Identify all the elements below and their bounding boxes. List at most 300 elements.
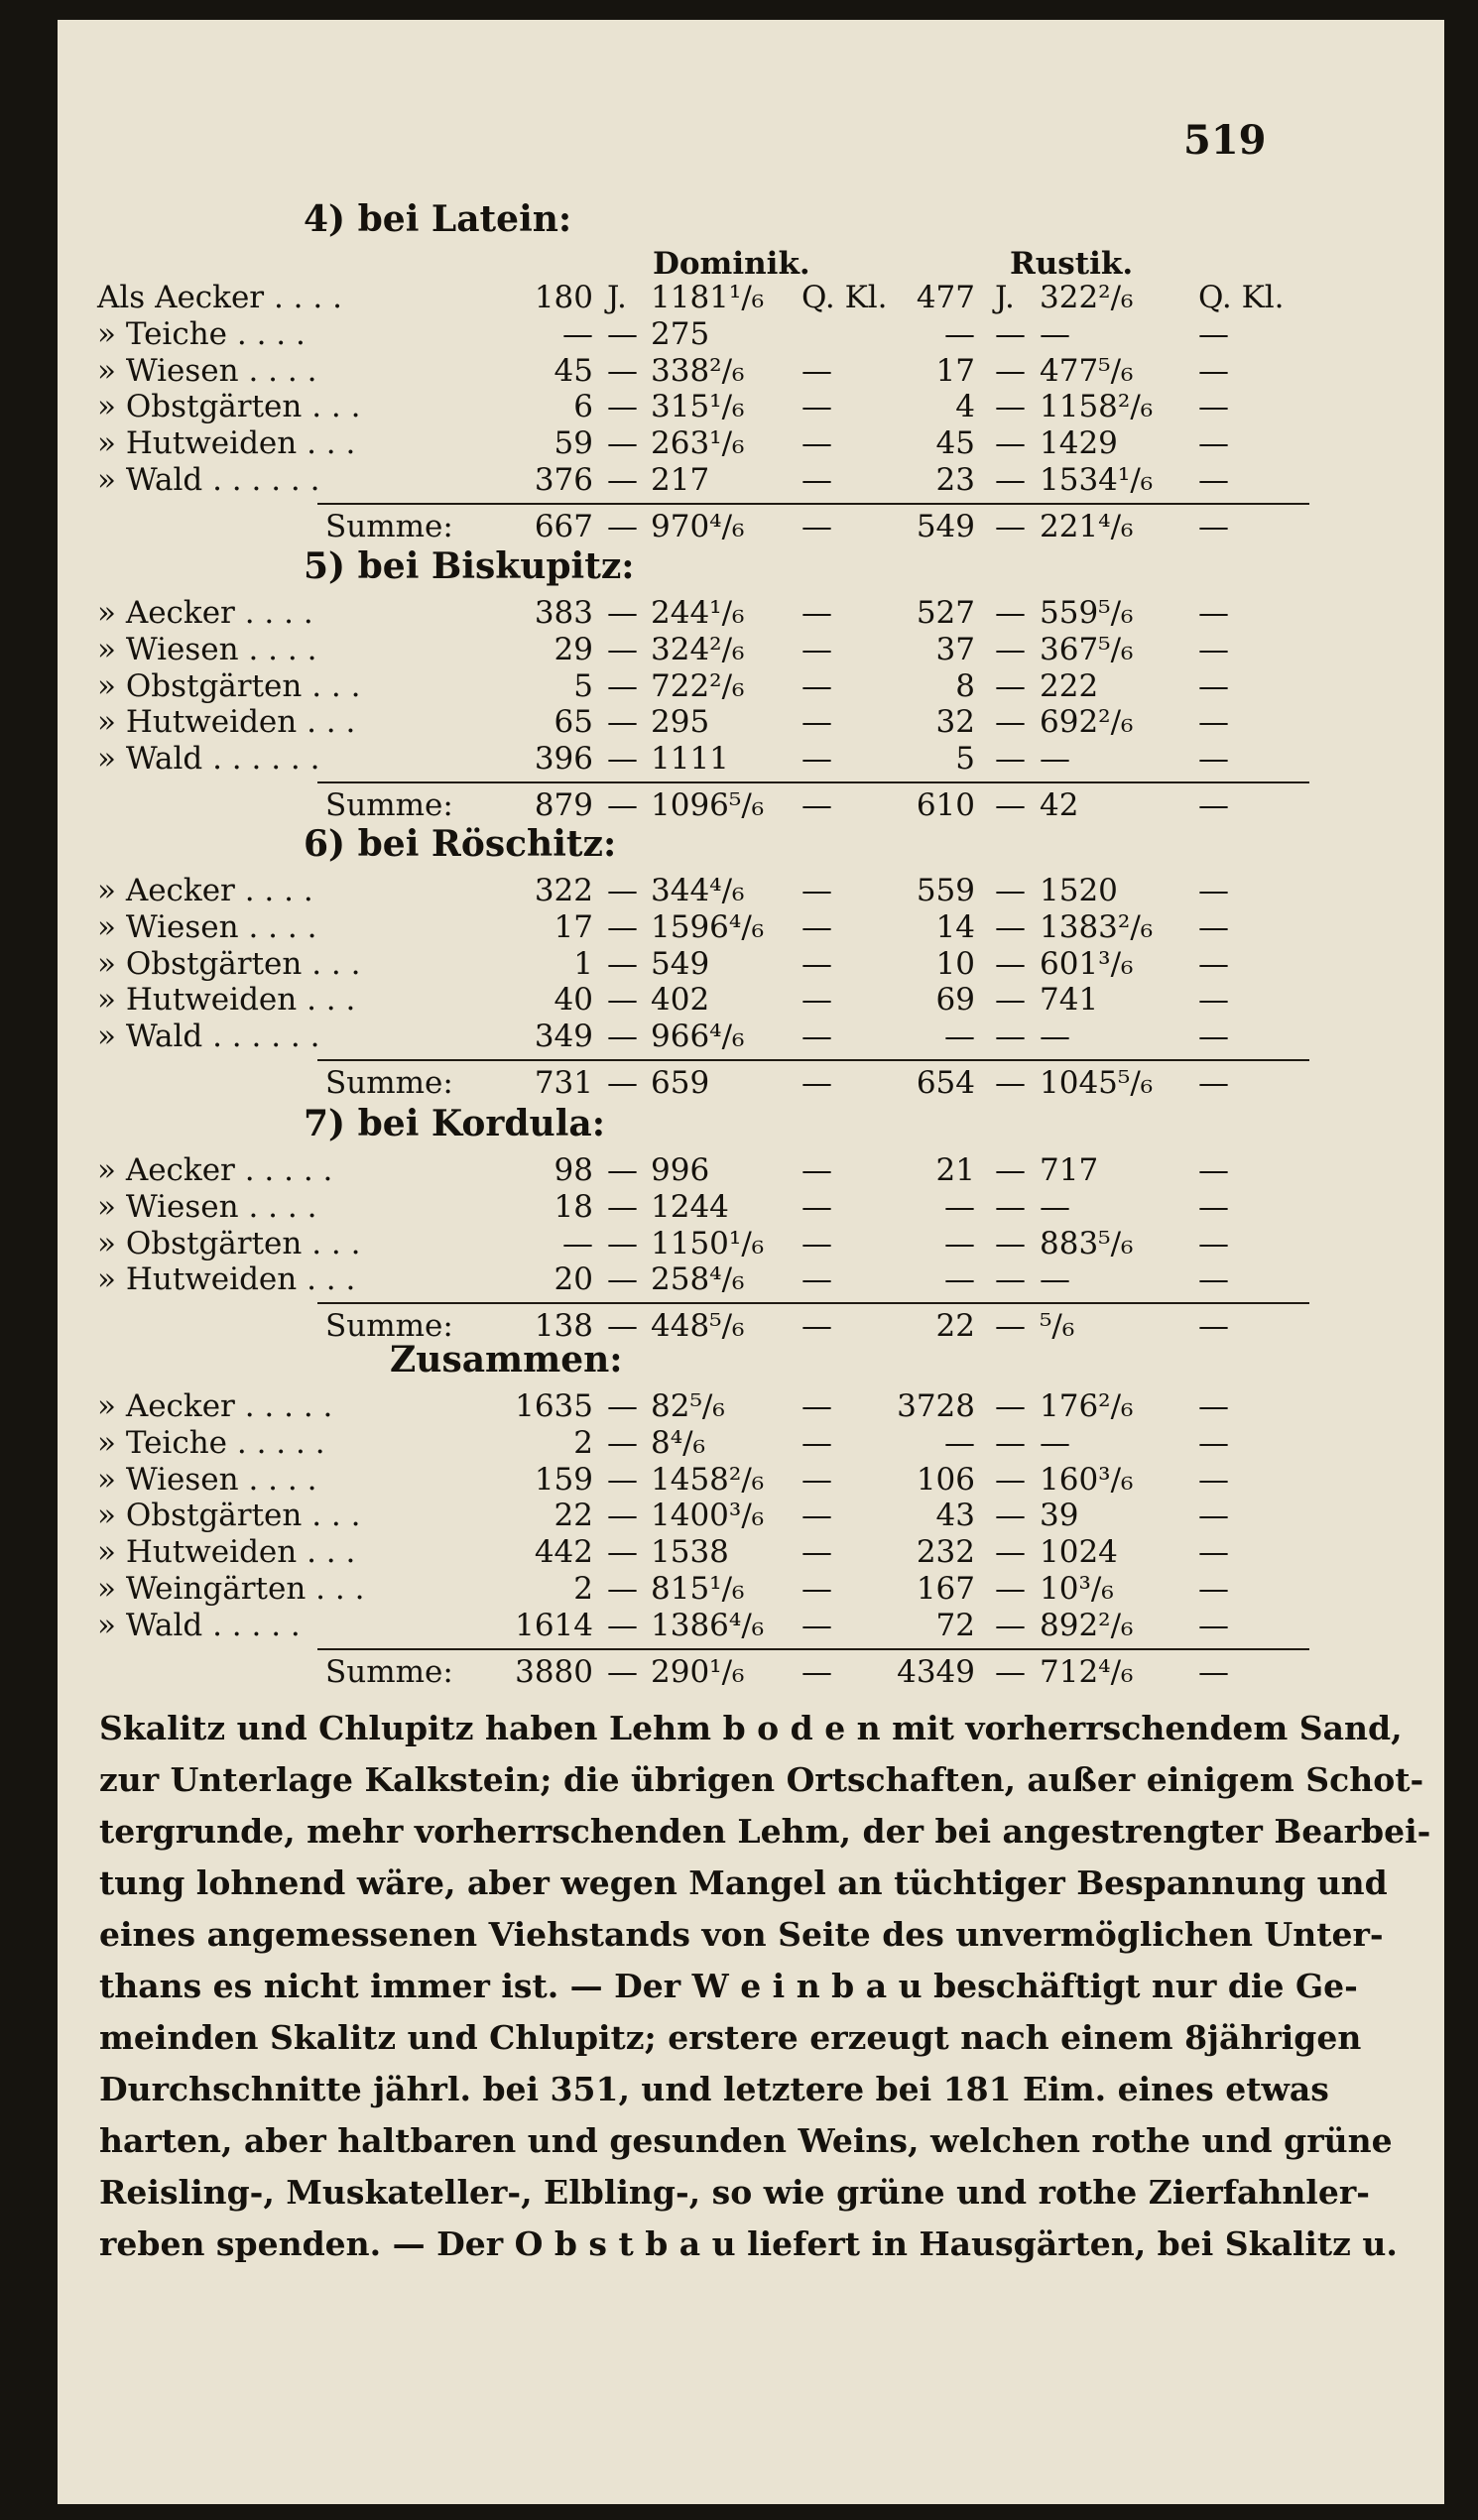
- table-cell: —: [801, 1261, 832, 1298]
- table-cell: 402: [651, 982, 710, 1019]
- table-cell: —: [801, 1019, 832, 1055]
- table-cell: 527: [916, 595, 975, 631]
- table-cell: —: [995, 1152, 1026, 1188]
- row-label: » Hutweiden . . .: [97, 1261, 356, 1298]
- row-label: » Obstgärten . . .: [97, 1498, 361, 1534]
- table-cell: 344⁴/₆: [651, 873, 745, 908]
- sum-cell: 610: [916, 787, 975, 823]
- table-cell: —: [995, 1019, 1026, 1055]
- sum-cell: 22: [935, 1308, 975, 1345]
- sum-label: Summe:: [325, 1065, 453, 1101]
- sum-cell: 549: [916, 508, 975, 544]
- table-cell: —: [1198, 945, 1229, 982]
- table-cell: 159: [534, 1461, 593, 1498]
- table-cell: —: [1198, 1571, 1229, 1607]
- table-cell: —: [944, 1019, 975, 1055]
- table-cell: 3728: [897, 1388, 975, 1424]
- table-cell: —: [1040, 1424, 1070, 1461]
- table-cell: —: [607, 873, 638, 908]
- table-cell: 1458²/₆: [651, 1461, 765, 1498]
- sum-label: Summe:: [325, 787, 453, 823]
- table-cell: —: [607, 1388, 638, 1424]
- table-cell: 17: [554, 908, 593, 945]
- table-cell: —: [607, 352, 638, 389]
- table-cell: 258⁴/₆: [651, 1261, 745, 1298]
- table-cell: —: [801, 1188, 832, 1225]
- table-cell: —: [944, 1424, 975, 1461]
- table-cell: —: [801, 595, 832, 631]
- table-cell: —: [801, 1498, 832, 1534]
- body-paragraph: [99, 1703, 1431, 2270]
- table-cell: 815¹/₆: [651, 1571, 745, 1607]
- sum-cell: —: [607, 1065, 638, 1101]
- table-cell: —: [1198, 352, 1229, 389]
- sum-cell: —: [995, 1308, 1026, 1345]
- row-label: » Wiesen . . . .: [97, 908, 317, 945]
- table-cell: —: [801, 704, 832, 741]
- table-cell: 883⁵/₆: [1040, 1225, 1134, 1261]
- table-cell: 322: [534, 873, 593, 908]
- row-label: » Aecker . . . . .: [97, 1388, 333, 1424]
- table-cell: Q. Kl.: [1198, 280, 1285, 315]
- table-cell: —: [995, 1607, 1026, 1643]
- table-cell: 295: [651, 704, 710, 741]
- paragraph-line: Reisling-, Muskateller-, Elbling-, so wie grüne und rothe Zierfahnler-: [99, 2173, 1370, 2212]
- table-cell: 82⁵/₆: [651, 1388, 725, 1424]
- sum-cell: —: [995, 1065, 1026, 1101]
- row-label: » Teiche . . . . .: [97, 1424, 325, 1461]
- table-cell: —: [1198, 1607, 1229, 1643]
- sum-cell: —: [801, 508, 832, 544]
- sum-cell: 731: [534, 1065, 593, 1101]
- table-cell: —: [607, 1534, 638, 1571]
- table-cell: 442: [534, 1534, 593, 1571]
- table-cell: 324²/₆: [651, 631, 745, 667]
- table-cell: —: [607, 1424, 638, 1461]
- table-cell: 1596⁴/₆: [651, 908, 765, 945]
- sum-label: Summe:: [325, 1653, 453, 1690]
- table-cell: —: [1198, 908, 1229, 945]
- sum-cell: —: [1198, 1653, 1229, 1690]
- table-cell: —: [607, 462, 638, 498]
- paragraph-line: tung lohnend wäre, aber wegen Mangel an tüchtiger Bespannung und: [99, 1863, 1388, 1902]
- table-cell: —: [1198, 315, 1229, 352]
- table-cell: 5: [955, 741, 975, 778]
- sum-cell: —: [801, 1308, 832, 1345]
- table-cell: 176²/₆: [1040, 1388, 1134, 1424]
- table-cell: 996: [651, 1152, 710, 1188]
- row-label: » Wald . . . . . .: [97, 1019, 320, 1055]
- table-cell: —: [995, 315, 1026, 352]
- table-cell: —: [562, 315, 593, 352]
- table-cell: —: [801, 982, 832, 1019]
- sum-cell: —: [1198, 1308, 1229, 1345]
- row-label: » Obstgärten . . .: [97, 945, 361, 982]
- table-cell: —: [801, 425, 832, 462]
- page-number: 519: [1183, 117, 1267, 164]
- section-title: 5) bei Biskupitz:: [304, 545, 635, 587]
- table-cell: —: [995, 1571, 1026, 1607]
- table-cell: —: [607, 1188, 638, 1225]
- table-cell: 559⁵/₆: [1040, 595, 1134, 631]
- table-cell: —: [801, 1152, 832, 1188]
- table-cell: —: [801, 945, 832, 982]
- table-cell: —: [1198, 1261, 1229, 1298]
- paragraph-line: eines angemessenen Viehstands von Seite des unvermöglichen Unter-: [99, 1915, 1384, 1954]
- table-cell: —: [607, 982, 638, 1019]
- table-cell: —: [995, 1388, 1026, 1424]
- table-cell: —: [995, 741, 1026, 778]
- table-cell: 263¹/₆: [651, 425, 745, 462]
- table-cell: —: [607, 631, 638, 667]
- table-cell: 322²/₆: [1040, 280, 1134, 315]
- table-cell: 167: [916, 1571, 975, 1607]
- table-cell: —: [995, 704, 1026, 741]
- sum-cell: —: [1198, 508, 1229, 544]
- table-cell: —: [607, 1019, 638, 1055]
- table-cell: 8⁴/₆: [651, 1424, 706, 1461]
- table-cell: —: [1198, 1152, 1229, 1188]
- table-cell: —: [1040, 1019, 1070, 1055]
- table-cell: 45: [554, 352, 593, 389]
- table-cell: —: [995, 1534, 1026, 1571]
- table-cell: —: [607, 595, 638, 631]
- table-cell: 722²/₆: [651, 667, 745, 704]
- table-cell: 383: [534, 595, 593, 631]
- section-title: 4) bei Latein:: [304, 198, 572, 240]
- table-cell: —: [607, 1225, 638, 1261]
- sum-cell: 448⁵/₆: [651, 1308, 745, 1345]
- table-cell: —: [1198, 704, 1229, 741]
- sum-cell: 221⁴/₆: [1040, 508, 1134, 544]
- table-cell: J.: [607, 280, 627, 315]
- table-cell: —: [995, 1261, 1026, 1298]
- paragraph-line: Durchschnitte jährl. bei 351, und letztere bei 181 Eim. eines etwas: [99, 2070, 1329, 2108]
- table-cell: 315¹/₆: [651, 389, 745, 425]
- row-label: » Wald . . . . .: [97, 1607, 301, 1643]
- table-cell: 21: [935, 1152, 975, 1188]
- table-cell: —: [1198, 1188, 1229, 1225]
- sum-cell: —: [995, 787, 1026, 823]
- table-cell: —: [995, 595, 1026, 631]
- sum-label: Summe:: [325, 1308, 453, 1345]
- table-cell: —: [607, 667, 638, 704]
- table-cell: 6: [573, 389, 593, 425]
- table-cell: 692²/₆: [1040, 704, 1134, 741]
- section-title: 7) bei Kordula:: [304, 1103, 606, 1144]
- table-cell: 477⁵/₆: [1040, 352, 1134, 389]
- sum-cell: —: [607, 1308, 638, 1345]
- table-cell: —: [607, 389, 638, 425]
- table-cell: 1534¹/₆: [1040, 462, 1154, 498]
- table-cell: —: [1040, 315, 1070, 352]
- row-label: » Hutweiden . . .: [97, 982, 356, 1019]
- sum-label: Summe:: [325, 508, 453, 544]
- sum-cell: —: [607, 1653, 638, 1690]
- table-cell: 45: [935, 425, 975, 462]
- sum-rule: [317, 1302, 1309, 1304]
- sum-cell: —: [801, 1065, 832, 1101]
- table-cell: 1386⁴/₆: [651, 1607, 765, 1643]
- table-cell: 217: [651, 462, 710, 498]
- table-cell: —: [995, 1225, 1026, 1261]
- table-cell: —: [607, 741, 638, 778]
- table-cell: 2: [573, 1424, 593, 1461]
- sum-cell: 42: [1040, 787, 1079, 823]
- row-label: » Teiche . . . .: [97, 315, 306, 352]
- sum-cell: —: [995, 1653, 1026, 1690]
- table-cell: —: [1198, 595, 1229, 631]
- table-cell: 717: [1040, 1152, 1099, 1188]
- paragraph-line: tergrunde, mehr vorherrschenden Lehm, der bei angestrengter Bearbei-: [99, 1812, 1431, 1851]
- row-label: » Aecker . . . . .: [97, 1152, 333, 1188]
- table-cell: Q. Kl.: [801, 280, 888, 315]
- table-cell: —: [995, 425, 1026, 462]
- sum-cell: —: [1198, 787, 1229, 823]
- table-cell: —: [801, 908, 832, 945]
- table-cell: —: [995, 982, 1026, 1019]
- table-cell: 1520: [1040, 873, 1118, 908]
- table-cell: 1635: [515, 1388, 593, 1424]
- table-cell: 1024: [1040, 1534, 1118, 1571]
- table-cell: —: [607, 1461, 638, 1498]
- table-cell: —: [1198, 1225, 1229, 1261]
- table-cell: —: [607, 945, 638, 982]
- sum-cell: 290¹/₆: [651, 1653, 745, 1690]
- sum-cell: 138: [534, 1308, 593, 1345]
- table-cell: —: [562, 1225, 593, 1261]
- paragraph-line: Skalitz und Chlupitz haben Lehm b o d e n mit vorherrschendem Sand,: [99, 1709, 1403, 1747]
- table-cell: 1111: [651, 741, 729, 778]
- table-cell: —: [1198, 1424, 1229, 1461]
- row-label: » Weingärten . . .: [97, 1571, 365, 1607]
- sum-cell: 970⁴/₆: [651, 508, 745, 544]
- table-cell: —: [801, 389, 832, 425]
- table-cell: —: [995, 667, 1026, 704]
- row-label: » Wiesen . . . .: [97, 1461, 317, 1498]
- table-cell: —: [1198, 389, 1229, 425]
- paragraph-line: reben spenden. — Der O b s t b a u liefert in Hausgärten, bei Skalitz u.: [99, 2224, 1398, 2263]
- row-label: » Hutweiden . . .: [97, 704, 356, 741]
- table-cell: 396: [534, 741, 593, 778]
- sum-cell: 3880: [515, 1653, 593, 1690]
- table-cell: 17: [935, 352, 975, 389]
- table-cell: —: [995, 1188, 1026, 1225]
- table-cell: —: [801, 631, 832, 667]
- table-cell: 180: [534, 280, 593, 315]
- table-cell: —: [801, 873, 832, 908]
- sum-rule: [317, 781, 1309, 783]
- section-title: Zusammen:: [390, 1339, 623, 1380]
- table-cell: 10: [935, 945, 975, 982]
- table-cell: —: [801, 1388, 832, 1424]
- table-cell: 1538: [651, 1534, 729, 1571]
- table-cell: 1429: [1040, 425, 1118, 462]
- table-cell: —: [944, 1225, 975, 1261]
- table-cell: 10³/₆: [1040, 1571, 1114, 1607]
- sum-cell: 1045⁵/₆: [1040, 1065, 1154, 1101]
- table-cell: 741: [1040, 982, 1099, 1019]
- section-title: 6) bei Röschitz:: [304, 823, 617, 865]
- table-cell: 349: [534, 1019, 593, 1055]
- sum-cell: 712⁴/₆: [1040, 1653, 1134, 1690]
- table-cell: —: [607, 908, 638, 945]
- table-cell: 59: [554, 425, 593, 462]
- table-cell: —: [1198, 462, 1229, 498]
- table-cell: 5: [573, 667, 593, 704]
- table-cell: 32: [935, 704, 975, 741]
- table-cell: —: [1198, 1388, 1229, 1424]
- table-cell: 601³/₆: [1040, 945, 1134, 982]
- table-cell: 29: [554, 631, 593, 667]
- sum-cell: —: [801, 787, 832, 823]
- table-cell: —: [607, 1152, 638, 1188]
- table-cell: —: [1198, 1461, 1229, 1498]
- sum-rule: [317, 503, 1309, 505]
- row-label: » Wiesen . . . .: [97, 631, 317, 667]
- table-cell: 376: [534, 462, 593, 498]
- sum-cell: 4349: [897, 1653, 975, 1690]
- table-cell: 222: [1040, 667, 1099, 704]
- sum-cell: —: [1198, 1065, 1229, 1101]
- table-cell: —: [607, 315, 638, 352]
- table-cell: —: [801, 1424, 832, 1461]
- row-label: » Wald . . . . . .: [97, 462, 320, 498]
- table-cell: —: [995, 945, 1026, 982]
- table-cell: 160³/₆: [1040, 1461, 1134, 1498]
- sum-cell: —: [801, 1653, 832, 1690]
- table-cell: 275: [651, 315, 710, 352]
- table-cell: 65: [554, 704, 593, 741]
- sum-cell: ⁵/₆: [1040, 1308, 1075, 1345]
- table-cell: 23: [935, 462, 975, 498]
- sum-cell: —: [995, 508, 1026, 544]
- sum-cell: —: [607, 508, 638, 544]
- row-label: » Obstgärten . . .: [97, 1225, 361, 1261]
- table-cell: —: [801, 462, 832, 498]
- table-cell: J.: [995, 280, 1015, 315]
- table-cell: 18: [554, 1188, 593, 1225]
- row-label: » Obstgärten . . .: [97, 389, 361, 425]
- table-cell: 559: [916, 873, 975, 908]
- table-cell: —: [995, 631, 1026, 667]
- table-cell: —: [607, 1498, 638, 1534]
- table-cell: —: [995, 1498, 1026, 1534]
- table-cell: 43: [935, 1498, 975, 1534]
- row-label: » Hutweiden . . .: [97, 1534, 356, 1571]
- row-label: » Obstgärten . . .: [97, 667, 361, 704]
- table-cell: —: [801, 1571, 832, 1607]
- table-cell: —: [1198, 425, 1229, 462]
- sum-cell: —: [607, 787, 638, 823]
- table-cell: —: [801, 1607, 832, 1643]
- table-cell: —: [1198, 1534, 1229, 1571]
- row-label: » Aecker . . . .: [97, 873, 313, 908]
- table-cell: 1383²/₆: [1040, 908, 1154, 945]
- table-cell: 1: [573, 945, 593, 982]
- row-label: » Wald . . . . . .: [97, 741, 320, 778]
- row-label: Als Aecker . . . .: [97, 280, 342, 315]
- table-cell: 338²/₆: [651, 352, 745, 389]
- table-cell: —: [1040, 741, 1070, 778]
- sum-cell: 659: [651, 1065, 710, 1101]
- table-cell: —: [607, 1607, 638, 1643]
- table-cell: —: [1198, 873, 1229, 908]
- table-cell: —: [995, 1424, 1026, 1461]
- sum-cell: 879: [534, 787, 593, 823]
- row-label: » Wiesen . . . .: [97, 1188, 317, 1225]
- table-cell: 1158²/₆: [1040, 389, 1154, 425]
- sum-rule: [317, 1648, 1309, 1650]
- table-cell: 22: [554, 1498, 593, 1534]
- table-cell: —: [801, 741, 832, 778]
- table-cell: —: [801, 1225, 832, 1261]
- table-cell: 1150¹/₆: [651, 1225, 765, 1261]
- table-cell: 2: [573, 1571, 593, 1607]
- table-cell: —: [607, 425, 638, 462]
- table-cell: —: [1198, 631, 1229, 667]
- table-cell: 892²/₆: [1040, 1607, 1134, 1643]
- table-cell: —: [995, 873, 1026, 908]
- table-cell: 20: [554, 1261, 593, 1298]
- table-cell: —: [801, 352, 832, 389]
- table-cell: —: [607, 1261, 638, 1298]
- row-label: » Wiesen . . . .: [97, 352, 317, 389]
- sum-rule: [317, 1059, 1309, 1061]
- table-cell: —: [995, 908, 1026, 945]
- table-cell: 244¹/₆: [651, 595, 745, 631]
- paragraph-line: zur Unterlage Kalkstein; die übrigen Ortschaften, außer einigem Schot-: [99, 1760, 1424, 1799]
- book-page: [58, 20, 1444, 2504]
- table-cell: 1244: [651, 1188, 729, 1225]
- table-cell: 37: [935, 631, 975, 667]
- table-cell: 1400³/₆: [651, 1498, 765, 1534]
- row-label: » Hutweiden . . .: [97, 425, 356, 462]
- table-cell: 4: [955, 389, 975, 425]
- table-cell: —: [1198, 1498, 1229, 1534]
- table-cell: —: [995, 352, 1026, 389]
- table-cell: —: [607, 1571, 638, 1607]
- sum-cell: 654: [916, 1065, 975, 1101]
- table-cell: 8: [955, 667, 975, 704]
- row-label: » Aecker . . . .: [97, 595, 313, 631]
- table-cell: 477: [916, 280, 975, 315]
- table-cell: 1181¹/₆: [651, 280, 765, 315]
- table-cell: —: [1198, 741, 1229, 778]
- paragraph-line: harten, aber haltbaren und gesunden Weins, welchen rothe und grüne: [99, 2121, 1393, 2160]
- table-cell: 106: [916, 1461, 975, 1498]
- table-cell: —: [995, 462, 1026, 498]
- paragraph-line: thans es nicht immer ist. — Der W e i n b a u beschäftigt nur die Ge-: [99, 1967, 1358, 2005]
- table-cell: —: [1198, 982, 1229, 1019]
- table-cell: —: [995, 389, 1026, 425]
- table-cell: —: [801, 1534, 832, 1571]
- sum-cell: 667: [534, 508, 593, 544]
- column-header-dominical: Dominik.: [653, 246, 810, 282]
- table-cell: 14: [935, 908, 975, 945]
- table-cell: —: [1040, 1188, 1070, 1225]
- table-cell: 549: [651, 945, 710, 982]
- table-cell: 72: [935, 1607, 975, 1643]
- table-cell: 40: [554, 982, 593, 1019]
- table-cell: —: [607, 704, 638, 741]
- table-cell: 1614: [515, 1607, 593, 1643]
- table-cell: 39: [1040, 1498, 1079, 1534]
- table-cell: —: [1040, 1261, 1070, 1298]
- table-cell: —: [801, 667, 832, 704]
- table-cell: —: [944, 315, 975, 352]
- table-cell: —: [1198, 1019, 1229, 1055]
